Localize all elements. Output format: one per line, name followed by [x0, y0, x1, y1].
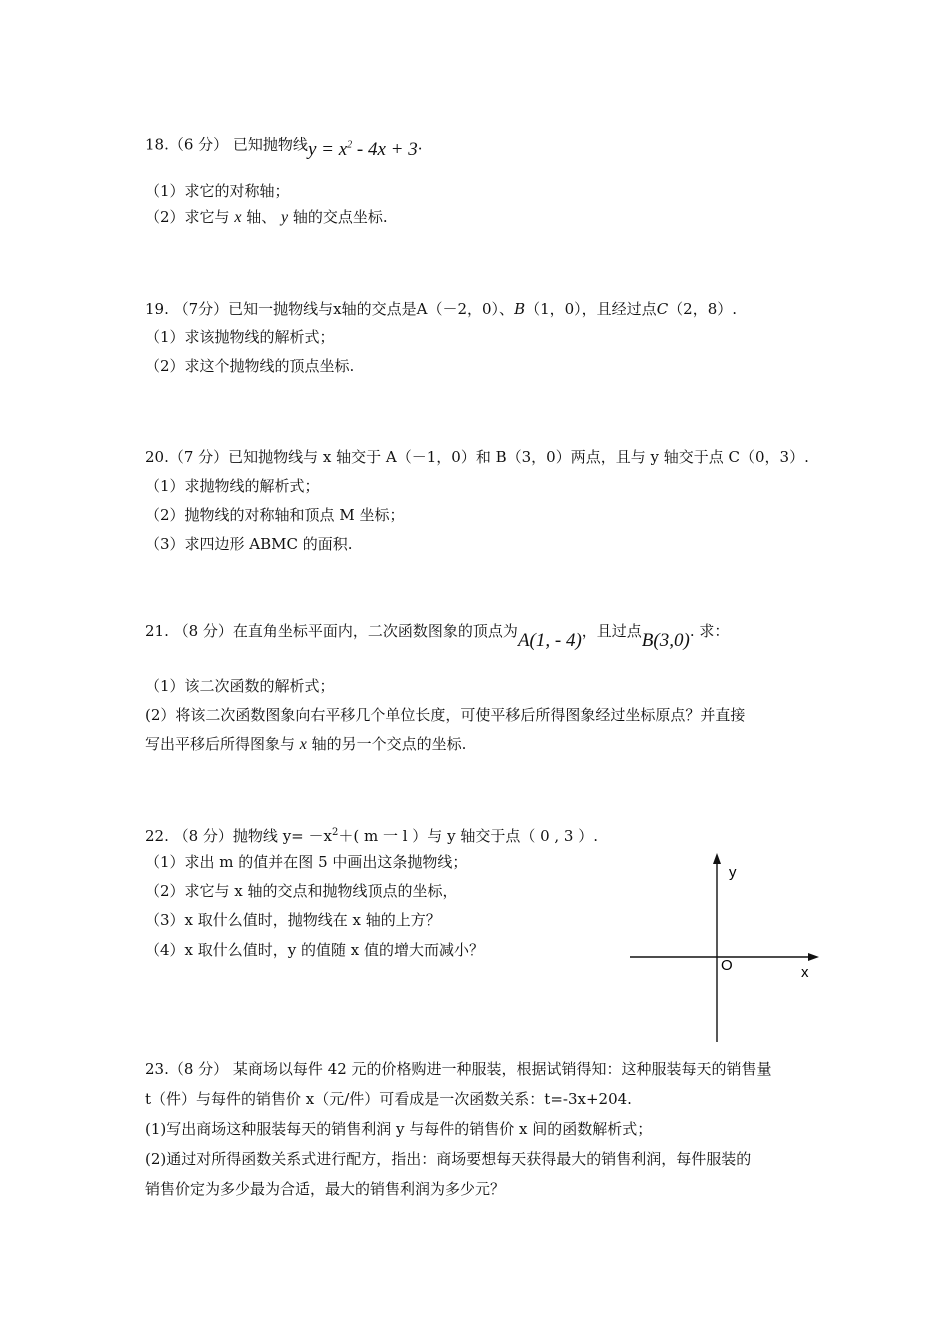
q20-part2: （2）抛物线的对称轴和顶点 M 坐标；	[145, 506, 405, 524]
q20-part1: （1）求抛物线的解析式；	[145, 477, 320, 495]
q19-part1: （1）求该抛物线的解析式；	[145, 328, 335, 346]
q23-part1: (1)写出商场这种服装每天的销售利润 y 与每件的销售价 x 间的函数解析式；	[145, 1120, 653, 1138]
coordinate-axes	[620, 850, 830, 1050]
y-axis-arrow	[713, 853, 721, 864]
q22-header: 22. （8 分）抛物线 $y= -x^2+$( m 一 l ）与 y 轴交于点（ 0 , 3 ）.	[145, 827, 599, 845]
q19-part2: （2）求这个抛物线的顶点坐标.	[145, 357, 355, 375]
q21-part2-line2: 写出平移后所得图象与 x 轴的另一个交点的坐标.	[145, 735, 467, 753]
q21-point-b: B(3,0)	[641, 630, 690, 651]
q20-part3: （3）求四边形 ABMC 的面积.	[145, 535, 353, 553]
q21-point-a: A(1, - 4)	[517, 630, 582, 651]
q22-part3: （3）x 取什么值时，抛物线在 x 轴的上方？	[145, 911, 441, 929]
q18-part1: （1）求它的对称轴；	[145, 182, 290, 200]
x-axis-label: x	[801, 964, 809, 981]
y-axis-label: y	[729, 864, 737, 881]
q22-part2: （2）求它与 x 轴的交点和抛物线顶点的坐标，	[145, 882, 458, 900]
q23-part2-line1: (2)通过对所得函数关系式进行配方，指出：商场要想每天获得最大的销售利润，每件服装的	[145, 1150, 752, 1168]
q21-part1: （1）该二次函数的解析式；	[145, 677, 335, 695]
q20-header: 20.（7 分）已知抛物线与 x 轴交于 A（－1，0）和 B（3，0）两点，且与 y 轴交于点 C（0，3）.	[145, 448, 809, 466]
q21-part2-line1: (2）将该二次函数图象向右平移几个单位长度，可使平移后所得图象经过坐标原点？并直接	[145, 706, 746, 724]
origin-label: O	[721, 957, 733, 974]
q19-header: 19. （7分）已知一抛物线与x轴的交点是A（－2，0）、B（1，0），且经过点C（2，8）.	[145, 300, 738, 318]
x-axis-arrow	[808, 953, 819, 961]
q22-part4: （4）x 取什么值时，y 的值随 x 值的增大而减小？	[145, 941, 485, 959]
q22-part1: （1）求出 m 的值并在图 5 中画出这条抛物线；	[145, 853, 468, 871]
q18-part2: （2）求它与 x 轴、 y 轴的交点坐标.	[145, 208, 388, 226]
q23-line2: t（件）与每件的销售价 x（元/件）可看成是一次函数关系：t=-3x+204.	[145, 1090, 632, 1108]
q18-formula: $y = x^2 - 4x + 3$	[307, 139, 418, 161]
q23-header: 23.（8 分） 某商场以每件 42 元的价格购进一种服装，根据试销得知：这种服装每天的销售量	[145, 1060, 772, 1078]
q23-part2-line2: 销售价定为多少最为合适，最大的销售利润为多少元？	[145, 1180, 506, 1198]
q18-header: 18.（6 分） 已知抛物线$y = x^2 - 4x + 3$.	[145, 135, 423, 161]
q21-header: 21. （8 分）在直角坐标平面内，二次函数图象的顶点为A(1, - 4)，且过点B(3,0). 求：	[145, 622, 730, 651]
